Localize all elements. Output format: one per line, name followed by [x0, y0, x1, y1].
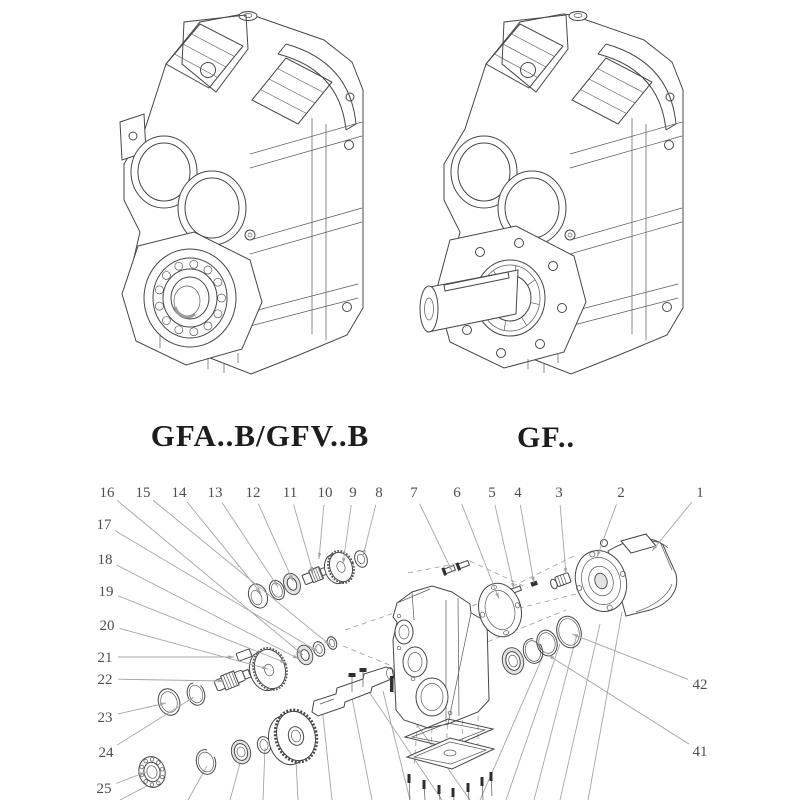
callout-number-42: 42 — [692, 677, 708, 693]
callout-number-25: 25 — [96, 781, 112, 797]
callout-number-13: 13 — [207, 485, 223, 501]
o-ring — [553, 613, 584, 650]
pan-bolts — [408, 772, 493, 800]
exploded-parts-diagram — [0, 470, 800, 800]
bearing-mid — [295, 643, 316, 667]
leader-line-20 — [120, 628, 268, 669]
shim-ring — [534, 628, 560, 658]
leader-line-22 — [118, 679, 224, 681]
callout-number-2: 2 — [617, 485, 625, 501]
input-gear — [321, 547, 359, 587]
leader-arrowhead — [228, 655, 234, 658]
output-gear — [263, 705, 322, 769]
callout-number-6: 6 — [453, 485, 461, 501]
intermediate-gear — [245, 643, 293, 694]
input-bores — [131, 136, 255, 245]
callout-number-20: 20 — [99, 618, 115, 634]
gearbox-isometric-right — [420, 2, 720, 414]
callout-number-18: 18 — [97, 552, 113, 568]
leader-arrowhead — [572, 634, 578, 638]
callout-number-5: 5 — [488, 485, 496, 501]
ball-bearing-output — [499, 645, 526, 677]
callout-number-3: 3 — [555, 485, 563, 501]
leader-arrowhead — [160, 703, 166, 706]
vent-cap — [239, 12, 257, 21]
gear-housing — [393, 586, 489, 728]
strap-bolt-hole — [343, 303, 352, 312]
callout-number-41: 41 — [692, 744, 708, 760]
callout-number-4: 4 — [514, 485, 522, 501]
leader-line-3 — [560, 505, 566, 574]
oil-seal — [155, 686, 183, 718]
shaft-tip — [236, 649, 252, 661]
callout-number-22: 22 — [97, 672, 113, 688]
vent-cap — [569, 12, 587, 21]
top-cooling-fins — [486, 24, 676, 130]
snap-ring-large — [194, 747, 219, 776]
callout-number-16: 16 — [99, 485, 115, 501]
side-straps — [250, 93, 362, 340]
model-label-right: GF.. — [517, 421, 575, 454]
callout-number-17: 17 — [96, 517, 112, 533]
leader-arrowhead — [318, 553, 321, 559]
arch-rib — [278, 44, 356, 130]
arch-rib — [598, 44, 676, 130]
callout-number-11: 11 — [282, 485, 298, 501]
output-bearing-boss — [122, 232, 262, 373]
bearing-output2 — [229, 738, 254, 766]
callout-number-1: 1 — [696, 485, 704, 501]
leader-line-41 — [548, 655, 689, 744]
callout-number-24: 24 — [98, 745, 114, 761]
side-straps — [570, 93, 682, 340]
strap-bolt-hole — [665, 141, 674, 150]
cut-leader-lines — [120, 612, 622, 800]
leader-line-10 — [319, 505, 324, 559]
callout-number-14: 14 — [171, 485, 187, 501]
retaining-ring — [521, 636, 546, 665]
leader-line-13 — [222, 503, 278, 587]
leader-line-18 — [117, 565, 299, 659]
model-label-left: GFA..B/GFV..B — [150, 418, 370, 453]
leader-line-5 — [495, 505, 514, 589]
electric-motor — [549, 534, 677, 618]
leader-line-6 — [462, 504, 499, 599]
leader-line-23 — [118, 703, 166, 714]
leader-arrowhead — [273, 581, 278, 587]
callout-number-19: 19 — [98, 584, 114, 600]
pinion-shaft — [213, 666, 252, 693]
callout-number-10: 10 — [317, 485, 333, 501]
circlip — [184, 680, 207, 707]
leader-line-8 — [363, 505, 376, 556]
ball-bearing-small — [280, 571, 303, 597]
leader-line-15 — [153, 500, 330, 645]
top-cooling-fins — [166, 24, 356, 130]
pan-cover — [407, 738, 494, 769]
leader-line-11 — [294, 505, 313, 573]
callout-number-9: 9 — [349, 485, 357, 501]
ball-bearing-large — [135, 754, 168, 791]
callout-number-15: 15 — [135, 485, 151, 501]
callout-number-12: 12 — [245, 485, 261, 501]
leader-line-16 — [117, 500, 303, 655]
callout-number-23: 23 — [97, 710, 113, 726]
leader-line-4 — [520, 505, 534, 583]
callout-number-21: 21 — [97, 650, 113, 666]
leader-line-12 — [258, 504, 293, 581]
oil-pan-assembly — [405, 719, 494, 800]
callout-number-8: 8 — [375, 485, 383, 501]
gearbox-isometric-left — [100, 2, 400, 414]
motor-pinion — [549, 573, 572, 590]
leader-line-24 — [117, 697, 194, 745]
strap-bolt-hole — [663, 303, 672, 312]
strap-bolt-hole — [345, 141, 354, 150]
callout-number-7: 7 — [410, 485, 418, 501]
leader-line-1 — [652, 502, 692, 551]
washer-small — [352, 549, 369, 569]
leader-line-7 — [420, 504, 452, 571]
